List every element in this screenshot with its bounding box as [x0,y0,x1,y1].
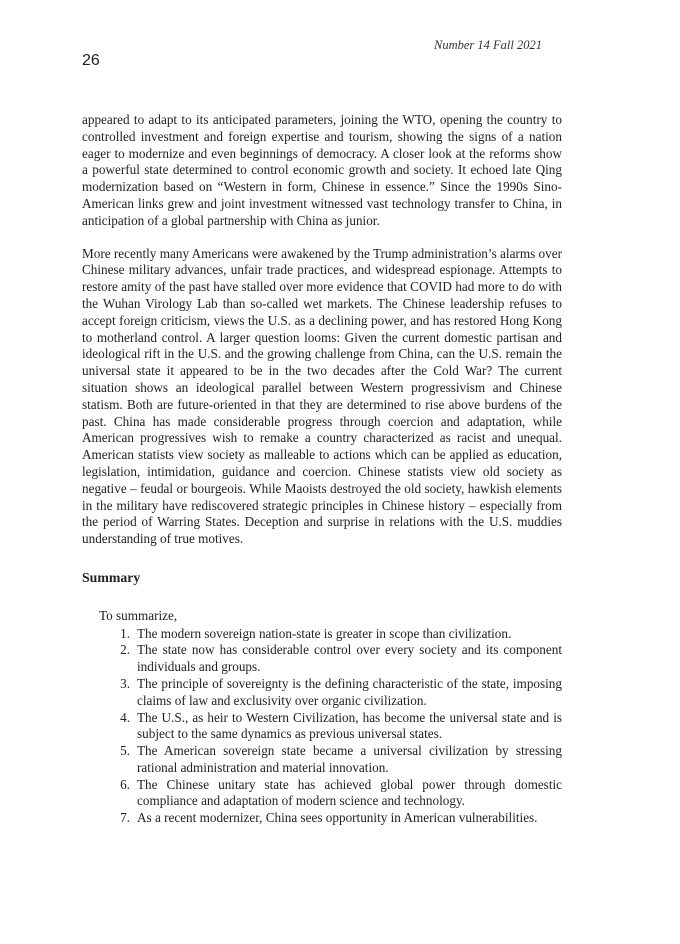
item-number: 4. [120,709,130,725]
item-text: The principle of sovereignty is the defining characteristic of the state, imposing claims of law and exclusivity over organic civilization. [137,675,562,708]
list-item [82,743,562,777]
list-item [82,642,562,676]
article-body [82,112,562,827]
item-number: 1. [120,625,130,641]
paragraph: More recently many Americans were awakened by the Trump administration’s alarms over Chinese military advances, unfair trade practices, and widespread espionage. Attempts to restore amity of the past have stalled over more evidence that COVID had more to do with the Wuhan Virology Lab than so-called wet markets. The Chinese leadership refuses to accept foreign criticism, views the U.S. as a declining power, and has restored Hong Kong to motherland control. A larger question looms: Given the current domestic partisan and ideological rift in the U.S. and the growing challenge from China, can the U.S. remain the universal state it appeared to be in the two decades after the Cold War? The current situation shows an ideological parallel between Western progressivism and Chinese statism. Both are future-oriented in that they are determined to rise above burdens of the past. China has made considerable progress through coercion and adaptation, while American progressives wish to remake a country characterized as racist and unequal. American statists view society as malleable to actions which can be applied as education, legislation, intimidation, guidance and coercion. Chinese statists view old society as negative – feudal or bourgeois. While Maoists destroyed the old society, hawkish elements in the military have rediscovered strategic principles in Chinese history – especially from the period of Warring States. Deception and surprise in relations with the U.S. muddies understanding of true motives. [82,245,562,547]
summary-list [82,626,562,828]
item-text: The American sovereign state became a universal civilization by stressing rational administration and material innovation. [137,743,562,775]
item-text: The Chinese unitary state has achieved global power through domestic compliance and adaptation of modern science and technology. [137,776,562,809]
section-heading: Summary [82,569,141,585]
page-number: 26 [82,52,100,69]
item-number: 6. [120,776,130,792]
item-number: 3. [120,675,130,691]
item-text: The U.S., as heir to Western Civilization, has become the universal state and is subject to the same dynamics as previous universal states. [137,709,562,742]
running-head: Number 14 Fall 2021 [434,38,542,52]
item-text: The state now has considerable control over every society and its component individuals and groups. [137,642,562,675]
summary-lead: To summarize, [99,607,178,623]
list-item [82,777,562,811]
item-number: 5. [120,743,130,759]
item-number: 7. [120,810,130,826]
item-text: As a recent modernizer, China sees opportunity in American vulnerabilities. [137,810,538,826]
list-item [82,676,562,710]
list-item [82,626,562,643]
item-text: The modern sovereign nation-state is greater in scope than civilization. [137,625,512,641]
list-item [82,710,562,744]
item-number: 2. [120,642,130,658]
paragraph: appeared to adapt to its anticipated parameters, joining the WTO, opening the country to controlled investment and foreign expertise and tourism, showing the signs of a nation eager to modernize and even beginnings of democracy. A closer look at the reforms show a powerful state determined to control economic growth and society. It echoed late Qing modernization based on “Western in form, Chinese in essence.” Since the 1990s Sino-American links grew and joint investment witnessed vast technology transfer to China, in anticipation of a global partnership with China as junior. [82,112,562,228]
list-item [82,810,562,827]
